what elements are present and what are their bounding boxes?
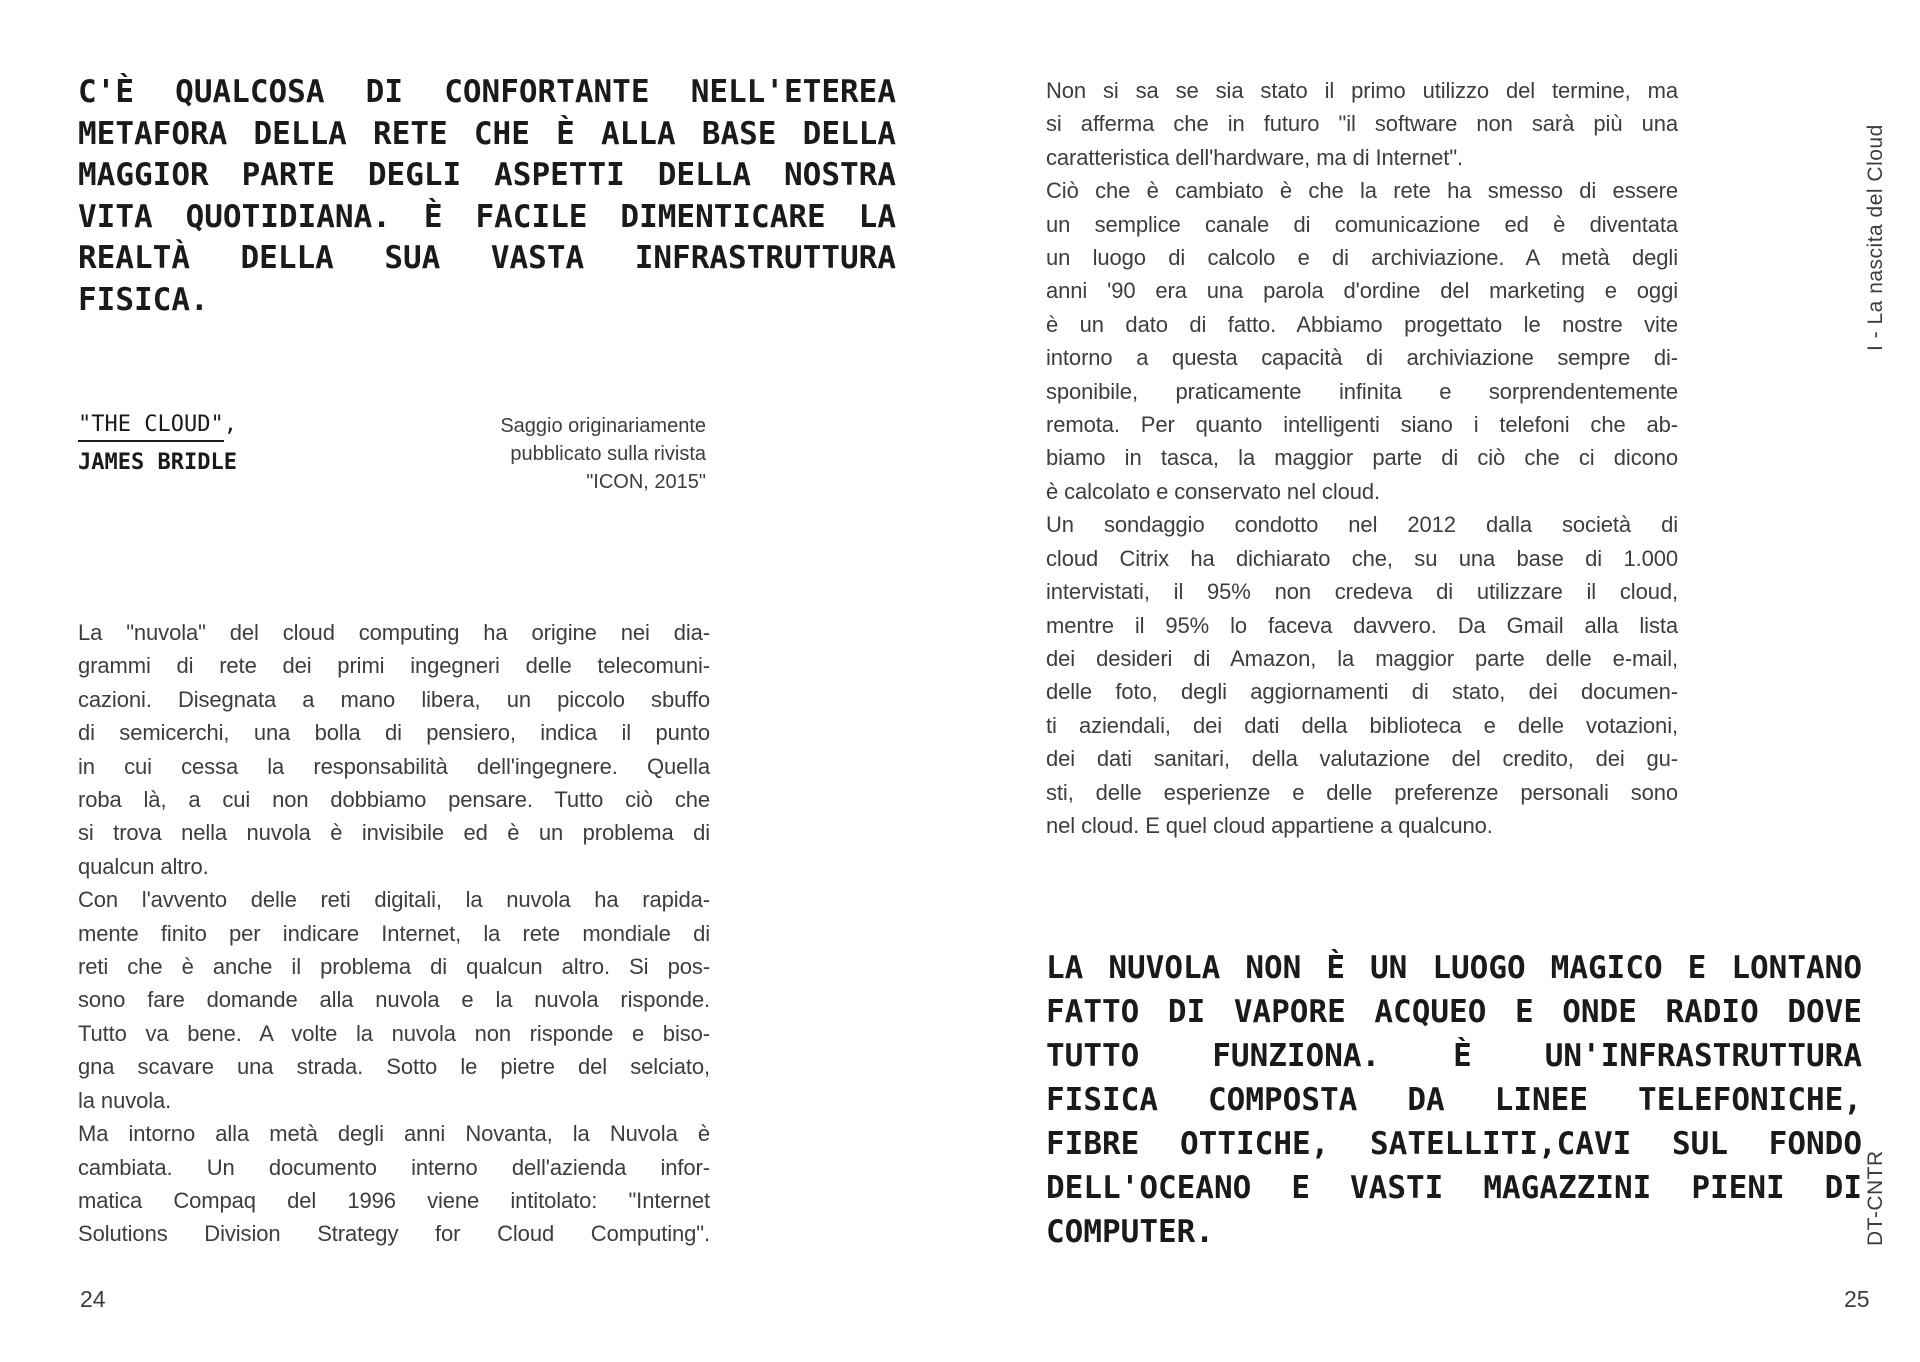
text-line: mente finito per indicare Internet, la rete mondiale di [78, 920, 710, 946]
text-line: reti che è anche il problema di qualcun altro. Si pos- [78, 954, 710, 980]
text-line: TUTTO FUNZIONA. È UN'INFRASTRUTTURA [1046, 1038, 1862, 1074]
text-line: LA NUVOLA NON È UN LUOGO MAGICO E LONTANO [1046, 950, 1862, 986]
text-line: MAGGIOR PARTE DEGLI ASPETTI DELLA NOSTRA [78, 157, 896, 193]
page-number-left: 24 [80, 1286, 106, 1312]
text-line: cazioni. Disegnata a mano libera, un piccolo sbuffo [78, 686, 710, 712]
text-line: C'È QUALCOSA DI CONFORTANTE NELL'ETEREA [78, 74, 896, 110]
text-line: FIBRE OTTICHE, SATELLITI,CAVI SUL FONDO [1046, 1126, 1862, 1162]
text-line: METAFORA DELLA RETE CHE È ALLA BASE DELLA [78, 115, 896, 152]
text-line: Un sondaggio condotto nel 2012 dalla società di [1046, 512, 1678, 538]
text-line: FATTO DI VAPORE ACQUEO E ONDE RADIO DOVE [1046, 994, 1862, 1030]
right-page-headline [1046, 946, 1862, 1254]
text-line: nel cloud. E quel cloud appartiene a qualcuno. [1046, 812, 1493, 838]
text-line: Solutions Division Strategy for Cloud Computing". [78, 1221, 710, 1247]
text-line: sti, delle esperienze e delle preferenze personali sono [1046, 779, 1678, 805]
essay-title: "THE CLOUD" [78, 412, 224, 442]
text-line: la nuvola. [78, 1087, 172, 1113]
text-line: DELL'OCEANO E VASTI MAGAZZINI PIENI DI [1046, 1170, 1862, 1206]
text-line: caratteristica dell'hardware, ma di Internet". [1046, 144, 1464, 170]
left-page-headline [78, 72, 896, 321]
text-line: è un dato di fatto. Abbiamo progettato le nostre vite [1046, 311, 1678, 337]
byline-separator: , [223, 412, 237, 437]
byline [78, 408, 237, 480]
text-line: Tutto va bene. A volte la nuvola non risponde e biso- [78, 1020, 710, 1046]
text-line: un luogo di calcolo e di archiviazione. A metà degli [1046, 245, 1678, 271]
chapter-margin-label: I - La nascita del Cloud [1864, 124, 1887, 351]
text-line: ti aziendali, dei dati della biblioteca e delle votazioni, [1046, 712, 1678, 738]
text-line: matica Compaq del 1996 viene intitolato: "Internet [78, 1187, 710, 1213]
text-line: delle foto, degli aggiornamenti di stato, dei documen- [1046, 679, 1678, 705]
byline-title-line [78, 408, 237, 442]
text-line: sono fare domande alla nuvola e la nuvola risponde. [78, 987, 710, 1013]
text-line: "ICON, 2015" [586, 471, 706, 493]
author-name: JAMES BRIDLE [78, 450, 237, 475]
text-line: si afferma che in futuro "il software non sarà più una [1046, 111, 1678, 137]
text-line: in cui cessa la responsabilità dell'ingegnere. Quella [78, 753, 710, 779]
page-number-right: 25 [1844, 1286, 1870, 1312]
text-line: REALTÀ DELLA SUA VASTA INFRASTRUTTURA [78, 240, 896, 276]
text-line: si trova nella nuvola è invisibile ed è un problema di [78, 820, 710, 846]
right-page-body-text [1046, 74, 1678, 842]
text-line: intervistati, il 95% non credeva di utilizzare il cloud, [1046, 579, 1678, 605]
text-line: COMPUTER. [1046, 1214, 1214, 1250]
text-line: pubblicato sulla rivista [510, 443, 706, 465]
left-page-body-text [78, 616, 710, 1251]
text-line: dei desideri di Amazon, la maggior parte delle e-mail, [1046, 645, 1678, 671]
text-line: Non si sa se sia stato il primo utilizzo del termine, ma [1046, 78, 1678, 103]
text-line: gna scavare una strada. Sotto le pietre del selciato, [78, 1054, 710, 1080]
text-line: un semplice canale di comunicazione ed è diventata [1046, 211, 1678, 237]
text-line: VITA QUOTIDIANA. È FACILE DIMENTICARE LA [78, 198, 896, 235]
text-line: FISICA. [78, 281, 209, 318]
text-line: cambiata. Un documento interno dell'azienda infor- [78, 1154, 710, 1180]
text-line: qualcun altro. [78, 853, 209, 879]
text-line: Ciò che è cambiato è che la rete ha smesso di essere [1046, 178, 1678, 204]
text-line: sponibile, praticamente infinita e sorprendentemente [1046, 378, 1678, 404]
text-line: mentre il 95% lo faceva davvero. Da Gmail alla lista [1046, 612, 1678, 638]
text-line: biamo in tasca, la maggior parte di ciò che ci dicono [1046, 445, 1678, 471]
text-line: grammi di rete dei primi ingegneri delle telecomuni- [78, 653, 710, 679]
text-line: La "nuvola" del cloud computing ha origine nei dia- [78, 620, 710, 645]
source-note [398, 412, 706, 496]
text-line: cloud Citrix ha dichiarato che, su una base di 1.000 [1046, 545, 1678, 571]
imprint-margin-label: DT-CNTR [1864, 1150, 1887, 1246]
text-line: Ma intorno alla metà degli anni Novanta, la Nuvola è [78, 1121, 710, 1147]
text-line: Saggio originariamente [500, 415, 706, 437]
text-line: remota. Per quanto intelligenti siano i telefoni che ab- [1046, 412, 1678, 438]
text-line: di semicerchi, una bolla di pensiero, indica il punto [78, 720, 710, 746]
text-line: dei dati sanitari, della valutazione del credito, dei gu- [1046, 746, 1678, 772]
text-line: Con l'avvento delle reti digitali, la nuvola ha rapida- [78, 887, 710, 913]
text-line: è calcolato e conservato nel cloud. [1046, 478, 1381, 504]
text-line: anni '90 era una parola d'ordine del marketing e oggi [1046, 278, 1678, 304]
text-line: FISICA COMPOSTA DA LINEE TELEFONICHE, [1046, 1082, 1862, 1118]
text-line: intorno a questa capacità di archiviazione sempre di- [1046, 345, 1678, 371]
text-line: roba là, a cui non dobbiamo pensare. Tutto ciò che [78, 787, 710, 813]
